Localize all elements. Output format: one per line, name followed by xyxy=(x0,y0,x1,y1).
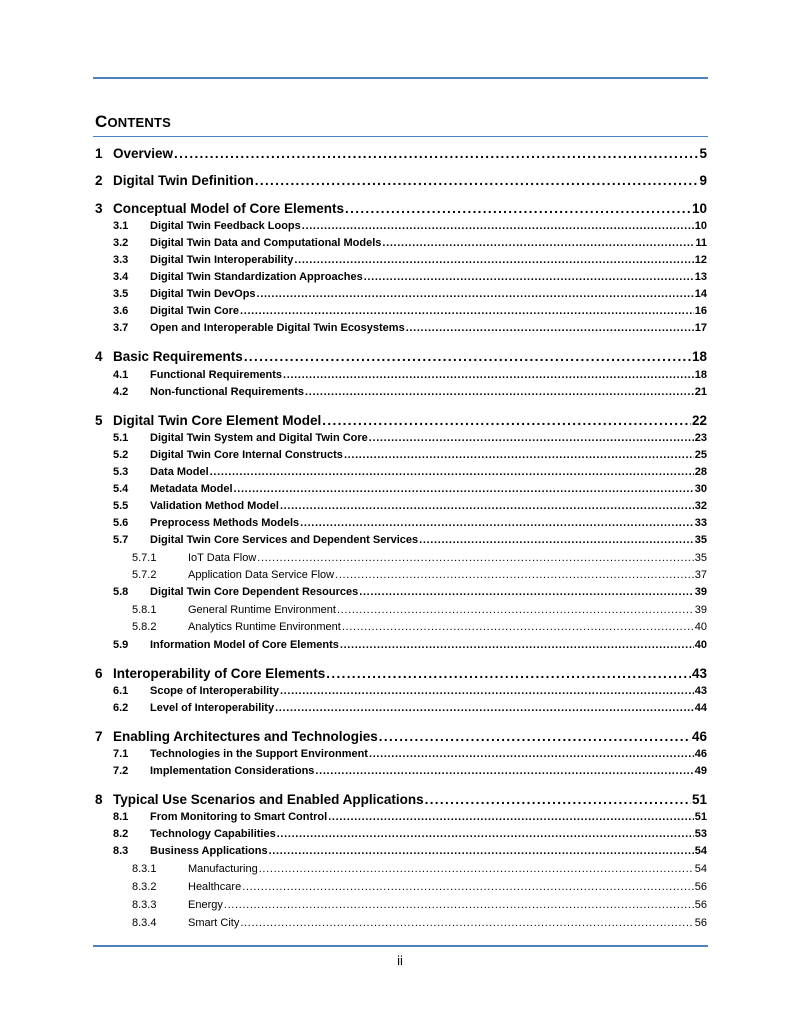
toc-dot-leader xyxy=(328,811,694,823)
toc-entry-page: 35 xyxy=(694,534,707,546)
toc-entry-title: Digital Twin Feedback Loops xyxy=(150,220,301,232)
toc-entry-number: 5.3 xyxy=(113,466,129,478)
toc-entry[interactable] xyxy=(95,765,707,780)
toc-entry-number: 8 xyxy=(95,792,103,807)
toc-entry[interactable] xyxy=(95,586,707,601)
toc-entry-page: 10 xyxy=(691,201,707,216)
toc-entry[interactable] xyxy=(95,685,707,700)
toc-dot-leader xyxy=(342,621,694,633)
contents-heading xyxy=(95,112,171,132)
toc-entry[interactable] xyxy=(95,432,707,447)
toc-dot-leader xyxy=(294,254,693,266)
toc-dot-leader xyxy=(326,666,691,681)
toc-entry-title: Manufacturing xyxy=(188,863,258,875)
toc-entry-page: 10 xyxy=(694,220,707,232)
toc-dot-leader xyxy=(283,369,694,381)
toc-entry-number: 5.9 xyxy=(113,639,129,651)
toc-entry-number: 3.4 xyxy=(113,271,129,283)
toc-entry-title: Basic Requirements xyxy=(113,349,243,364)
toc-entry[interactable] xyxy=(95,729,707,747)
toc-entry-number: 6 xyxy=(95,666,103,681)
toc-entry-number: 3.1 xyxy=(113,220,129,232)
toc-dot-leader xyxy=(280,500,694,512)
toc-entry-number: 3 xyxy=(95,201,103,216)
toc-entry-page: 54 xyxy=(694,863,707,875)
toc-dot-leader xyxy=(224,899,694,911)
toc-dot-leader xyxy=(210,466,694,478)
toc-entry[interactable] xyxy=(95,621,707,636)
toc-entry-number: 8.3.2 xyxy=(132,881,157,893)
toc-entry-number: 6.2 xyxy=(113,702,129,714)
toc-entry-number: 5.8.2 xyxy=(132,621,157,633)
toc-entry-number: 3.6 xyxy=(113,305,129,317)
toc-entry-page: 44 xyxy=(694,702,707,714)
toc-entry-page: 30 xyxy=(694,483,707,495)
toc-entry-title: Typical Use Scenarios and Enabled Applications xyxy=(113,792,424,807)
toc-dot-leader xyxy=(234,483,694,495)
toc-entry-number: 5.5 xyxy=(113,500,129,512)
toc-entry[interactable] xyxy=(95,899,707,914)
toc-dot-leader xyxy=(315,765,693,777)
toc-entry-page: 35 xyxy=(694,552,707,564)
toc-entry-page: 17 xyxy=(694,322,707,334)
toc-entry[interactable] xyxy=(95,666,707,684)
toc-entry[interactable] xyxy=(95,237,707,252)
toc-entry-number: 5.7.2 xyxy=(132,569,157,581)
toc-entry[interactable] xyxy=(95,322,707,337)
toc-entry[interactable] xyxy=(95,881,707,896)
toc-entry-title: Level of Interoperability xyxy=(150,702,275,714)
toc-entry[interactable] xyxy=(95,220,707,235)
toc-entry-title: Digital Twin Definition xyxy=(113,173,254,188)
toc-entry[interactable] xyxy=(95,288,707,303)
contents-heading-rest: ONTENTS xyxy=(107,115,171,130)
toc-entry-title: Technologies in the Support Environment xyxy=(150,748,368,760)
toc-dot-leader xyxy=(240,305,694,317)
toc-dot-leader xyxy=(280,685,694,697)
toc-entry-page: 11 xyxy=(695,237,707,249)
toc-entry-page: 21 xyxy=(694,386,707,398)
toc-entry-page: 51 xyxy=(691,792,707,807)
toc-dot-leader xyxy=(322,413,691,428)
toc-entry-title: Digital Twin Standardization Approaches xyxy=(150,271,363,283)
toc-entry-page: 14 xyxy=(694,288,707,300)
toc-entry-title: Technology Capabilities xyxy=(150,828,276,840)
toc-entry-title: Functional Requirements xyxy=(150,369,283,381)
toc-entry-page: 46 xyxy=(694,748,707,760)
toc-entry-page: 49 xyxy=(694,765,707,777)
toc-entry-page: 37 xyxy=(694,569,707,581)
toc-entry-number: 3.7 xyxy=(113,322,129,334)
toc-entry[interactable] xyxy=(95,483,707,498)
contents-heading-initial: C xyxy=(95,112,108,131)
toc-entry-page: 54 xyxy=(694,845,707,857)
toc-entry-page: 25 xyxy=(694,449,707,461)
toc-entry-title: General Runtime Environment xyxy=(188,604,336,616)
toc-entry-page: 40 xyxy=(694,621,707,633)
toc-entry-title: Non-functional Requirements xyxy=(150,386,305,398)
toc-entry[interactable] xyxy=(95,271,707,286)
toc-entry[interactable] xyxy=(95,639,707,654)
toc-entry-number: 8.2 xyxy=(113,828,129,840)
toc-entry-number: 5.2 xyxy=(113,449,129,461)
toc-entry-number: 5.8.1 xyxy=(132,604,157,616)
toc-entry-title: Preprocess Methods Models xyxy=(150,517,300,529)
toc-dot-leader xyxy=(244,349,691,364)
toc-entry[interactable] xyxy=(95,466,707,481)
toc-entry-page: 18 xyxy=(694,369,707,381)
toc-entry-number: 8.3.1 xyxy=(132,863,157,875)
toc-entry[interactable] xyxy=(95,552,707,567)
toc-entry-number: 4.1 xyxy=(113,369,129,381)
toc-dot-leader xyxy=(259,863,694,875)
toc-entry[interactable] xyxy=(95,702,707,717)
toc-entry-page: 23 xyxy=(694,432,707,444)
toc-dot-leader xyxy=(364,271,694,283)
toc-entry[interactable] xyxy=(95,386,707,401)
toc-entry-number: 5.8 xyxy=(113,586,129,598)
toc-entry-number: 7.2 xyxy=(113,765,129,777)
toc-entry-title: Digital Twin Core xyxy=(150,305,240,317)
toc-entry-page: 9 xyxy=(699,173,707,188)
toc-dot-leader xyxy=(369,432,694,444)
toc-dot-leader xyxy=(257,288,694,300)
toc-dot-leader xyxy=(302,220,694,232)
toc-entry-title: Analytics Runtime Environment xyxy=(188,621,341,633)
toc-entry-page: 28 xyxy=(694,466,707,478)
toc-entry-title: Digital Twin Core Internal Constructs xyxy=(150,449,343,461)
toc-entry[interactable] xyxy=(95,349,707,367)
toc-dot-leader xyxy=(277,828,694,840)
toc-entry-number: 8.3.3 xyxy=(132,899,157,911)
toc-entry-page: 56 xyxy=(694,881,707,893)
toc-entry[interactable] xyxy=(95,413,707,431)
toc-entry-page: 53 xyxy=(694,828,707,840)
toc-entry-title: Application Data Service Flow xyxy=(188,569,335,581)
toc-entry-title: Digital Twin System and Digital Twin Core xyxy=(150,432,368,444)
toc-entry-number: 4 xyxy=(95,349,103,364)
toc-entry-number: 5.6 xyxy=(113,517,129,529)
toc-entry[interactable] xyxy=(95,254,707,269)
toc-entry-number: 6.1 xyxy=(113,685,129,697)
toc-entry-title: From Monitoring to Smart Control xyxy=(150,811,328,823)
toc-entry-title: Open and Interoperable Digital Twin Ecosystems xyxy=(150,322,405,334)
toc-entry-page: 22 xyxy=(691,413,707,428)
toc-entry[interactable] xyxy=(95,305,707,320)
toc-entry-title: Digital Twin DevOps xyxy=(150,288,256,300)
contents-heading-rule xyxy=(93,136,708,137)
toc-entry-title: Metadata Model xyxy=(150,483,233,495)
toc-entry-page: 43 xyxy=(691,666,707,681)
toc-entry-page: 5 xyxy=(699,146,707,161)
toc-entry-title: Interoperability of Core Elements xyxy=(113,666,326,681)
page-number: ii xyxy=(397,953,403,968)
toc-entry-title: Conceptual Model of Core Elements xyxy=(113,201,345,216)
toc-entry-number: 8.3.4 xyxy=(132,917,157,929)
toc-entry-page: 12 xyxy=(694,254,707,266)
toc-entry-page: 33 xyxy=(694,517,707,529)
toc-entry-title: Implementation Considerations xyxy=(150,765,315,777)
toc-dot-leader xyxy=(340,639,694,651)
toc-entry-page: 39 xyxy=(694,586,707,598)
toc-entry[interactable] xyxy=(95,863,707,878)
toc-entry-number: 3.2 xyxy=(113,237,129,249)
toc-dot-leader xyxy=(305,386,694,398)
toc-entry[interactable] xyxy=(95,500,707,515)
toc-entry[interactable] xyxy=(95,828,707,843)
toc-dot-leader xyxy=(337,604,694,616)
toc-entry-title: Digital Twin Core Element Model xyxy=(113,413,322,428)
toc-dot-leader xyxy=(257,552,693,564)
toc-dot-leader xyxy=(419,534,694,546)
toc-entry[interactable] xyxy=(95,146,707,164)
toc-dot-leader xyxy=(369,748,694,760)
toc-entry[interactable] xyxy=(95,201,707,219)
toc-entry-title: Digital Twin Core Dependent Resources xyxy=(150,586,359,598)
toc-entry-title: Smart City xyxy=(188,917,240,929)
toc-entry-number: 7 xyxy=(95,729,103,744)
toc-entry-page: 18 xyxy=(691,349,707,364)
toc-entry-title: Digital Twin Data and Computational Models xyxy=(150,237,382,249)
toc-dot-leader xyxy=(300,517,694,529)
toc-entry-number: 3.5 xyxy=(113,288,129,300)
toc-entry[interactable] xyxy=(95,792,707,810)
toc-entry-page: 16 xyxy=(694,305,707,317)
toc-entry-page: 56 xyxy=(694,917,707,929)
toc-entry-page: 56 xyxy=(694,899,707,911)
toc-entry[interactable] xyxy=(95,569,707,584)
toc-entry-page: 32 xyxy=(694,500,707,512)
header-rule xyxy=(93,77,708,79)
toc-entry-page: 13 xyxy=(694,271,707,283)
toc-dot-leader xyxy=(406,322,694,334)
toc-entry[interactable] xyxy=(95,748,707,763)
footer-rule xyxy=(93,945,708,947)
toc-entry-number: 5.4 xyxy=(113,483,129,495)
toc-entry-number: 4.2 xyxy=(113,386,129,398)
toc-entry-number: 1 xyxy=(95,146,103,161)
toc-entry[interactable] xyxy=(95,534,707,549)
toc-entry-page: 51 xyxy=(694,811,707,823)
toc-dot-leader xyxy=(345,201,691,216)
toc-dot-leader xyxy=(379,729,691,744)
toc-entry-number: 5.1 xyxy=(113,432,129,444)
toc-entry[interactable] xyxy=(95,517,707,532)
toc-dot-leader xyxy=(335,569,694,581)
toc-dot-leader xyxy=(242,881,694,893)
toc-entry[interactable] xyxy=(95,917,707,932)
toc-entry-title: Digital Twin Interoperability xyxy=(150,254,294,266)
toc-entry-title: Validation Method Model xyxy=(150,500,279,512)
toc-entry-page: 39 xyxy=(694,604,707,616)
toc-entry-number: 5.7.1 xyxy=(132,552,157,564)
toc-entry[interactable] xyxy=(95,173,707,191)
toc-dot-leader xyxy=(275,702,694,714)
toc-entry-page: 43 xyxy=(694,685,707,697)
toc-entry-number: 3.3 xyxy=(113,254,129,266)
toc-entry-title: IoT Data Flow xyxy=(188,552,257,564)
toc-dot-leader xyxy=(425,792,691,807)
toc-dot-leader xyxy=(240,917,693,929)
toc-entry[interactable] xyxy=(95,811,707,826)
toc-entry-number: 5.7 xyxy=(113,534,129,546)
toc-entry-number: 2 xyxy=(95,173,103,188)
toc-entry[interactable] xyxy=(95,449,707,464)
toc-entry-number: 7.1 xyxy=(113,748,129,760)
toc-entry-title: Information Model of Core Elements xyxy=(150,639,339,651)
toc-entry[interactable] xyxy=(95,604,707,619)
toc-dot-leader xyxy=(344,449,694,461)
toc-entry-page: 40 xyxy=(694,639,707,651)
toc-entry-number: 8.3 xyxy=(113,845,129,857)
toc-entry-title: Digital Twin Core Services and Dependent Services xyxy=(150,534,419,546)
toc-dot-leader xyxy=(255,173,699,188)
toc-entry[interactable] xyxy=(95,369,707,384)
toc-entry-title: Scope of Interoperability xyxy=(150,685,279,697)
toc-dot-leader xyxy=(174,146,698,161)
toc-dot-leader xyxy=(382,237,694,249)
toc-dot-leader xyxy=(269,845,694,857)
toc-entry-page: 46 xyxy=(691,729,707,744)
toc-entry-title: Healthcare xyxy=(188,881,242,893)
toc-entry-title: Data Model xyxy=(150,466,209,478)
toc-entry-title: Business Applications xyxy=(150,845,268,857)
toc-entry-title: Overview xyxy=(113,146,174,161)
toc-dot-leader xyxy=(359,586,694,598)
toc-entry-title: Energy xyxy=(188,899,223,911)
toc-entry-title: Enabling Architectures and Technologies xyxy=(113,729,378,744)
toc-entry[interactable] xyxy=(95,845,707,860)
toc-entry-number: 5 xyxy=(95,413,103,428)
toc-entry-number: 8.1 xyxy=(113,811,129,823)
